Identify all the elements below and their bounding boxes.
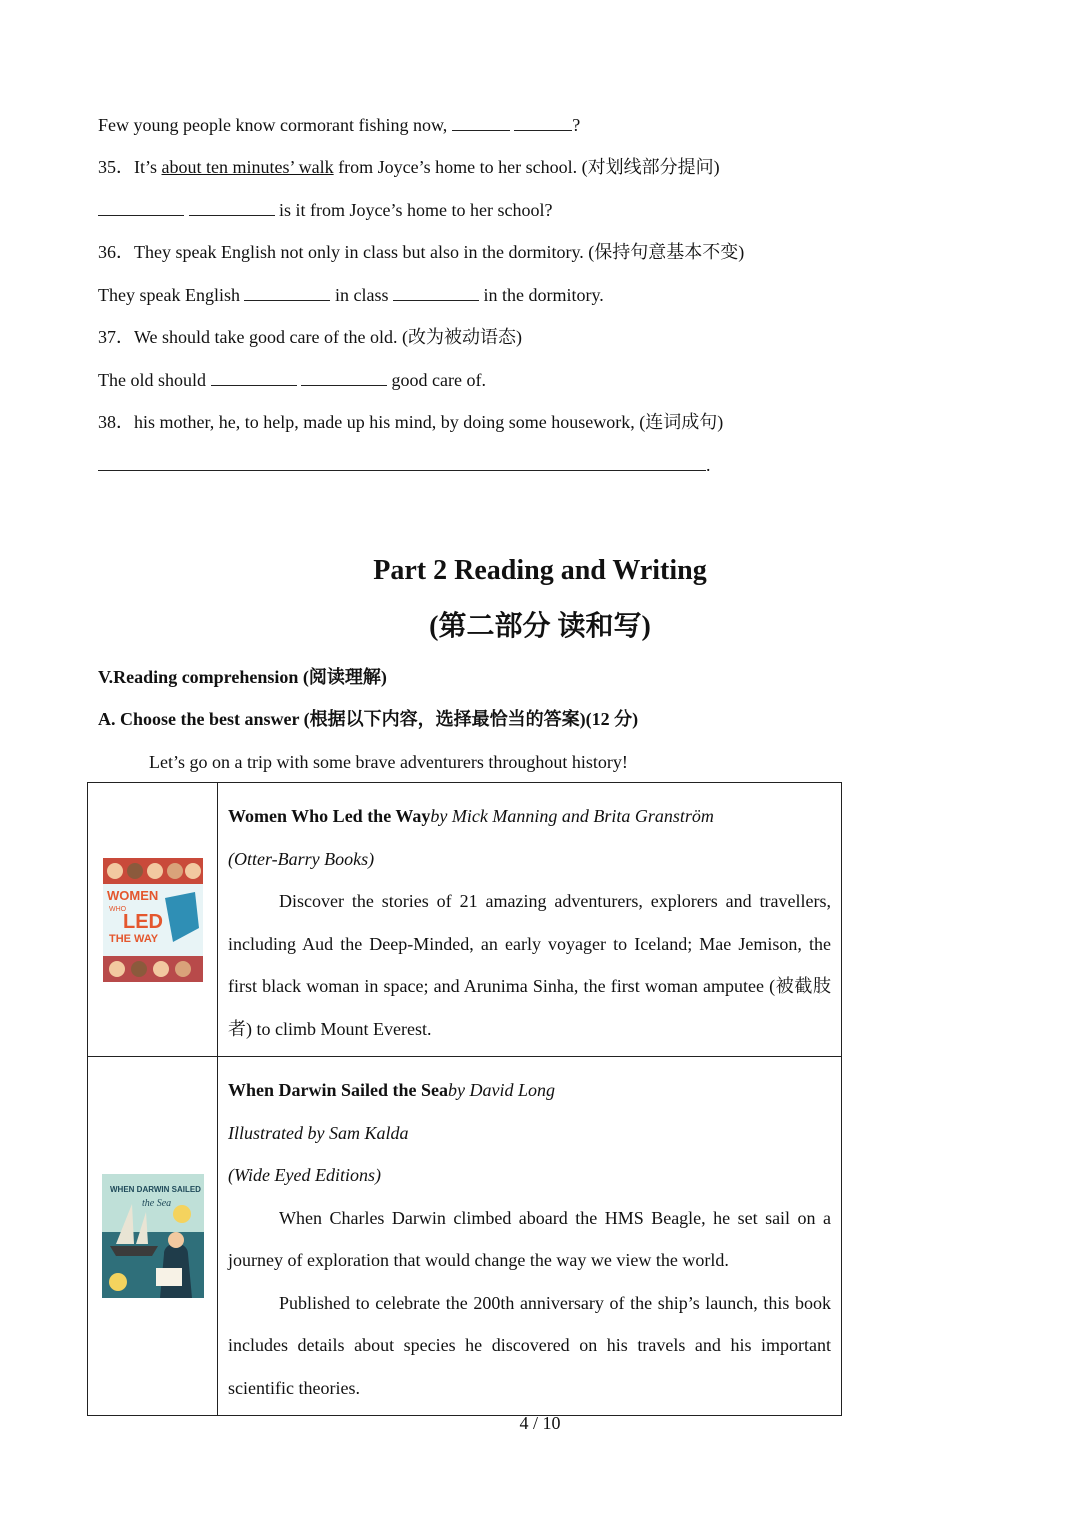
question-38: 38．his mother, he, to help, made up his mind, by doing some housework, (连词成句) bbox=[98, 412, 724, 432]
book-title: When Darwin Sailed the Sea bbox=[228, 1080, 449, 1100]
intro-text: Let’s go on a trip with some brave adventurers throughout history! bbox=[149, 752, 628, 772]
question-35: 35．It’s about ten minutes’ walk from Joyce’s home to her school. (对划线部分提问) bbox=[98, 157, 720, 177]
svg-text:LED: LED bbox=[122, 910, 163, 933]
question-number: 36． bbox=[98, 242, 134, 262]
book-info bbox=[218, 1057, 842, 1416]
book-title-line bbox=[228, 795, 831, 838]
book-title-line bbox=[228, 1069, 831, 1112]
q37-answer-line: The old should good care of. bbox=[98, 370, 486, 390]
cover-cell bbox=[88, 1057, 218, 1416]
svg-text:WOMEN: WOMEN bbox=[106, 887, 158, 903]
answer-blank[interactable] bbox=[514, 114, 572, 131]
book-description: Discover the stories of 21 amazing adventurers, explorers and travellers, including Aud the Deep-Minded, an early voyager to Iceland; Mae Jemison, the first black woman in space; and Arunima Sinha, the first woman amputee (被截肢者) to climb Mount Everest. bbox=[228, 891, 831, 1039]
svg-text:WHEN DARWIN SAILED: WHEN DARWIN SAILED bbox=[109, 1185, 201, 1194]
cover-cell bbox=[88, 783, 218, 1057]
q34-answer-line: Few young people know cormorant fishing now, ? bbox=[98, 115, 581, 135]
book-author: by David Long bbox=[448, 1080, 556, 1100]
svg-text:the Sea: the Sea bbox=[141, 1198, 171, 1209]
q38-answer-line: . bbox=[98, 453, 711, 477]
section-title: V.Reading comprehension (阅读理解) bbox=[98, 667, 387, 687]
answer-blank[interactable] bbox=[393, 284, 479, 301]
question-number: 35． bbox=[98, 157, 134, 177]
book-publisher: (Otter-Barry Books) bbox=[228, 848, 375, 869]
table-row bbox=[88, 1057, 842, 1416]
question-37: 37．We should take good care of the old. (改为被动语态) bbox=[98, 327, 522, 347]
q36-answer-line: They speak English in class in the dormitory. bbox=[98, 285, 604, 305]
book-description: Published to celebrate the 200th anniversary of the ship’s launch, this book includes details about species he discovered on his travels and his important scientific theories. bbox=[228, 1292, 831, 1398]
table-row bbox=[88, 783, 842, 1057]
underlined-phrase: about ten minutes’ walk bbox=[161, 157, 334, 177]
part2-subtitle: (第二部分 读和写) bbox=[429, 611, 651, 642]
subsection-title: A. Choose the best answer (根据以下内容，选择最恰当的答案)(12 分) bbox=[98, 709, 639, 729]
question-36: 36．They speak English not only in class but also in the dormitory. (保持句意基本不变) bbox=[98, 242, 745, 262]
svg-text:WHO: WHO bbox=[108, 905, 126, 913]
answer-blank[interactable] bbox=[189, 199, 275, 216]
q35-answer-line: is it from Joyce’s home to her school? bbox=[98, 198, 552, 222]
answer-blank[interactable] bbox=[98, 199, 184, 216]
books-table bbox=[87, 782, 842, 1416]
question-number: 37． bbox=[98, 327, 134, 347]
svg-text:THE WAY: THE WAY bbox=[108, 932, 158, 945]
page-number: 4 / 10 bbox=[519, 1413, 561, 1433]
book-description: When Charles Darwin climbed aboard the HMS Beagle, he set sail on a journey of exploration that would change the way we view the world. bbox=[228, 1207, 831, 1270]
book-author: by Mick Manning and Brita Granström bbox=[430, 806, 714, 826]
book-illustrator: Illustrated by Sam Kalda bbox=[228, 1122, 409, 1143]
answer-blank[interactable] bbox=[98, 454, 706, 471]
part2-title: Part 2 Reading and Writing bbox=[373, 555, 707, 586]
book-cover-when-darwin-sailed-the-sea bbox=[102, 1174, 204, 1298]
book-info bbox=[218, 783, 842, 1057]
answer-blank[interactable] bbox=[452, 114, 510, 131]
book-title: Women Who Led the Way bbox=[228, 806, 431, 826]
question-number: 38． bbox=[98, 412, 134, 432]
book-publisher: (Wide Eyed Editions) bbox=[228, 1165, 381, 1185]
answer-blank[interactable] bbox=[244, 284, 330, 301]
answer-blank[interactable] bbox=[211, 369, 297, 386]
answer-blank[interactable] bbox=[301, 369, 387, 386]
book-cover-women-who-led-the-way bbox=[103, 858, 203, 982]
